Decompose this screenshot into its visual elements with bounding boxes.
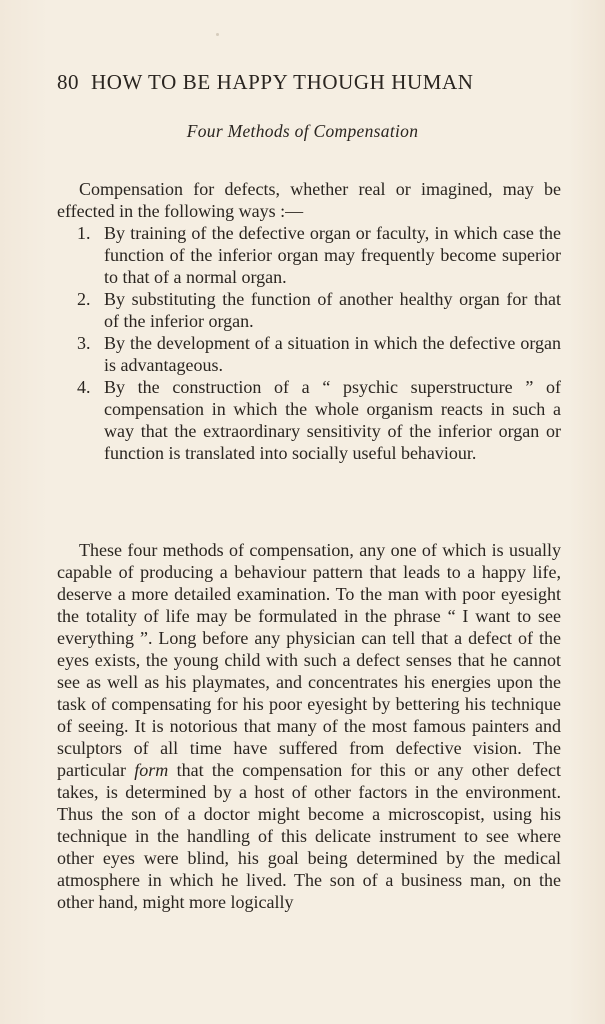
- intro-paragraph: Compensation for defects, whether real or imagined, may be effected in the following ways :—: [57, 179, 561, 221]
- method-number: 3.: [77, 333, 91, 353]
- section-title: Four Methods of Compensation: [186, 121, 419, 141]
- paper-speck: [216, 33, 219, 36]
- compensation-methods-list: [77, 222, 561, 464]
- method-text: By substituting the function of another healthy organ for that of the inferior organ.: [104, 289, 561, 331]
- method-text: By the construction of a “ psychic superstructure ” of compensation in which the whole organism reacts in such a way that the extraordinary sensitivity of the inferior organ or function is translated into socially useful behaviour.: [104, 377, 561, 463]
- method-item-3: [77, 332, 561, 376]
- method-item-4: [77, 376, 561, 464]
- body-paragraph: [57, 539, 561, 913]
- page-number: 80: [57, 70, 79, 94]
- method-item-2: [77, 288, 561, 332]
- body-text-after-emphasis: that the compensation for this or any other defect takes, is determined by a host of other factors in the environment. Thus the son of a doctor might become a microscopist, using his technique in the handling of this delicate instrument to see where other eyes were blind, his goal being determined by the medical atmosphere in which he lived. The son of a business man, on the other hand, might more logically: [57, 760, 561, 912]
- method-number: 4.: [77, 377, 91, 397]
- method-number: 1.: [77, 223, 91, 243]
- method-text: By training of the defective organ or faculty, in which case the function of the inferior organ may frequently become superior to that of a normal organ.: [104, 223, 561, 287]
- method-number: 2.: [77, 289, 91, 309]
- body-text-before-emphasis: These four methods of compensation, any one of which is usually capable of producing a behaviour pattern that leads to a happy life, deserve a more detailed examination. To the man with poor eyesight the totality of life may be formulated in the phrase “ I want to see everything ”. Long before any physician can tell that a defect of the eyes exists, the young child with such a defect senses that he cannot see as well as his playmates, and concentrates his energies upon the task of compensating for his poor eyesight by bettering his technique of seeing. It is notorious that many of the most famous painters and sculptors of all time have suffered from defective vision. The particular: [57, 540, 561, 780]
- emphasized-word: form: [134, 760, 169, 780]
- method-item-1: [77, 222, 561, 288]
- running-head: HOW TO BE HAPPY THOUGH HUMAN: [91, 70, 474, 94]
- method-text: By the development of a situation in which the defective organ is advantageous.: [104, 333, 561, 375]
- page-header: [57, 70, 550, 100]
